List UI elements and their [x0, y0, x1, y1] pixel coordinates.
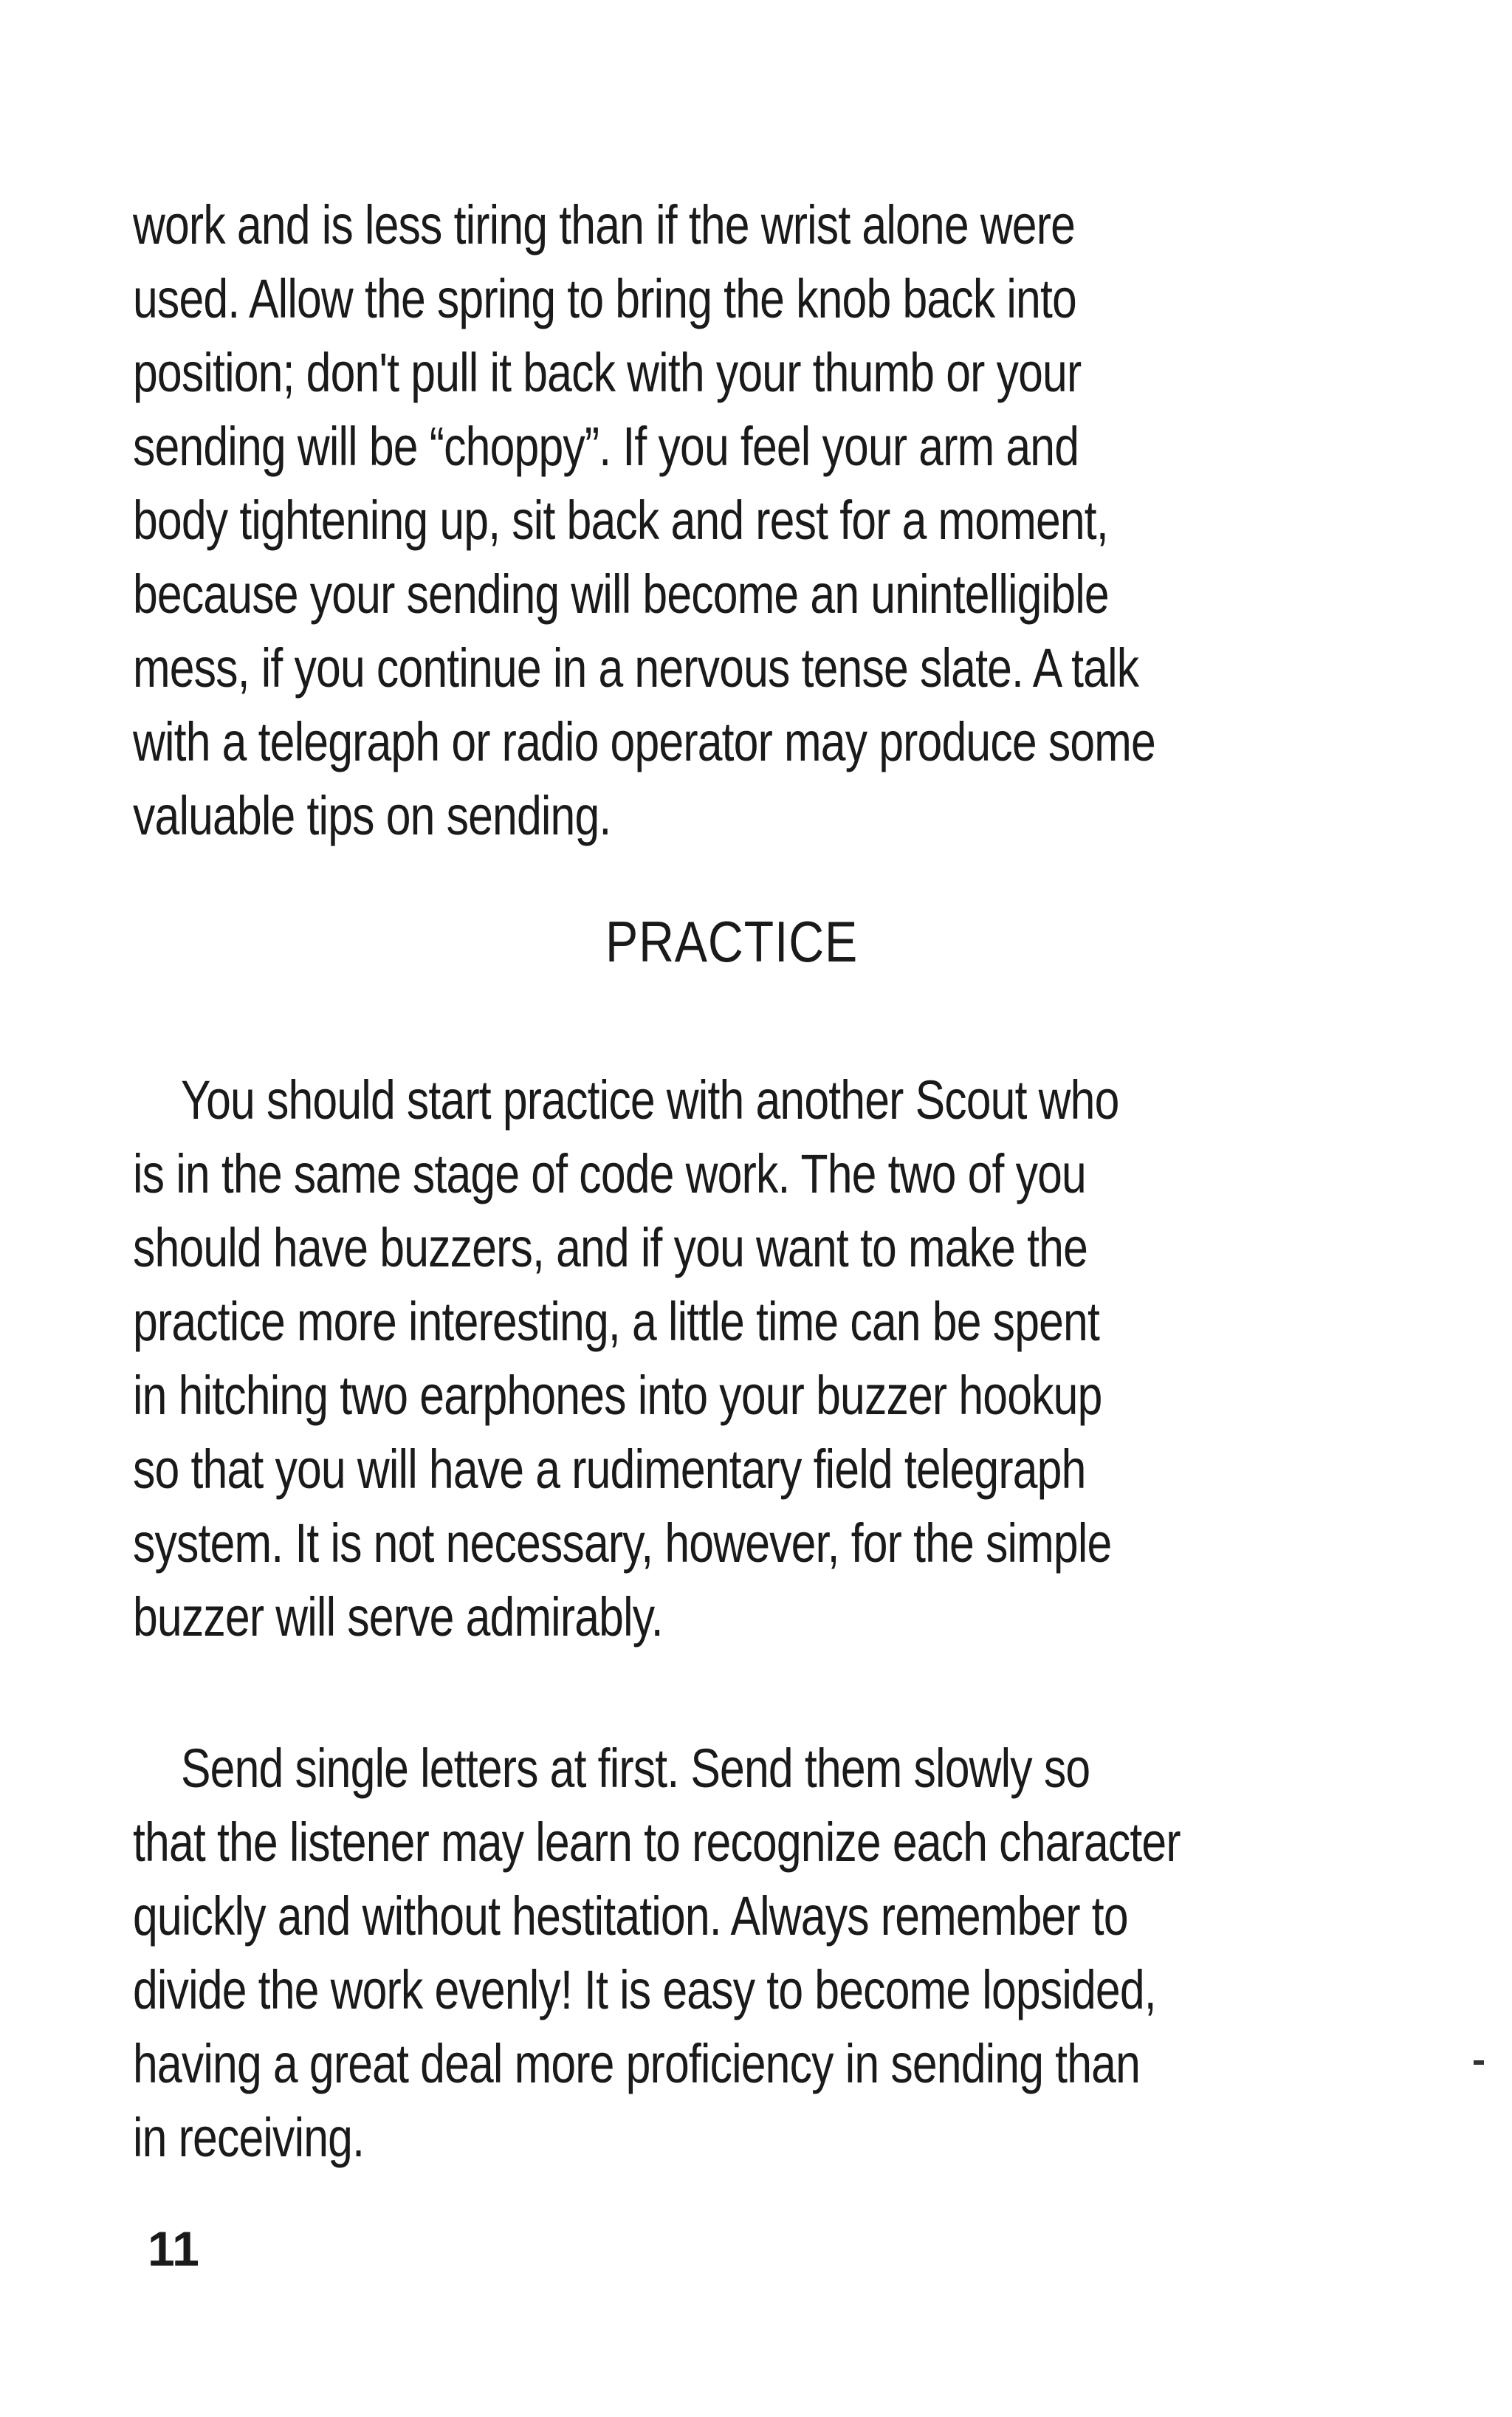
paragraph-3-line-5: having a great deal more proficiency in sending than	[133, 2033, 1140, 2094]
paragraph-3-line-4: divide the work evenly! It is easy to become lopsided,	[133, 1959, 1156, 2020]
paragraph-2-line-3: should have buzzers, and if you want to make the	[133, 1217, 1088, 1278]
paragraph-2-line-6: so that you will have a rudimentary field telegraph	[133, 1439, 1086, 1500]
paragraph-3-line-3: quickly and without hestitation. Always remember to	[133, 1885, 1128, 1947]
stray-print-mark	[1474, 2060, 1484, 2065]
paragraph-1-line-2: used. Allow the spring to bring the knob back into	[133, 268, 1076, 329]
paragraph-1-line-7: mess, if you continue in a nervous tense slate. A talk	[133, 637, 1139, 699]
paragraph-2-line-4: practice more interesting, a little time can be spent	[133, 1291, 1100, 1352]
paragraph-1-line-4: sending will be “choppy”. If you feel your arm and	[133, 416, 1079, 477]
page-number: 11	[148, 2221, 199, 2276]
paragraph-2-line-2: is in the same stage of code work. The two of you	[133, 1143, 1086, 1204]
paragraph-2-line-7: system. It is not necessary, however, for the simple	[133, 1512, 1112, 1574]
paragraph-1-line-9: valuable tips on sending.	[133, 785, 611, 846]
paragraph-1-line-1: work and is less tiring than if the wrist alone were	[133, 194, 1076, 256]
paragraph-2-line-5: in hitching two earphones into your buzzer hookup	[133, 1365, 1102, 1426]
paragraph-3-line-1: Send single letters at first. Send them slowly so	[181, 1738, 1090, 1799]
paragraph-1-line-3: position; don't pull it back with your thumb or your	[133, 342, 1082, 403]
paragraph-1-line-8: with a telegraph or radio operator may produce some	[133, 711, 1155, 772]
paragraph-3-line-6: in receiving.	[133, 2107, 365, 2168]
paragraph-2-line-8: buzzer will serve admirably.	[133, 1586, 663, 1648]
paragraph-1-line-6: because your sending will become an unintelligible	[133, 563, 1109, 625]
section-heading: PRACTICE	[605, 909, 859, 974]
paragraph-3-line-2: that the listener may learn to recognize each character	[133, 1811, 1181, 1873]
paragraph-2-line-1: You should start practice with another Scout who	[181, 1069, 1119, 1131]
paragraph-1-line-5: body tightening up, sit back and rest for a moment,	[133, 490, 1108, 551]
